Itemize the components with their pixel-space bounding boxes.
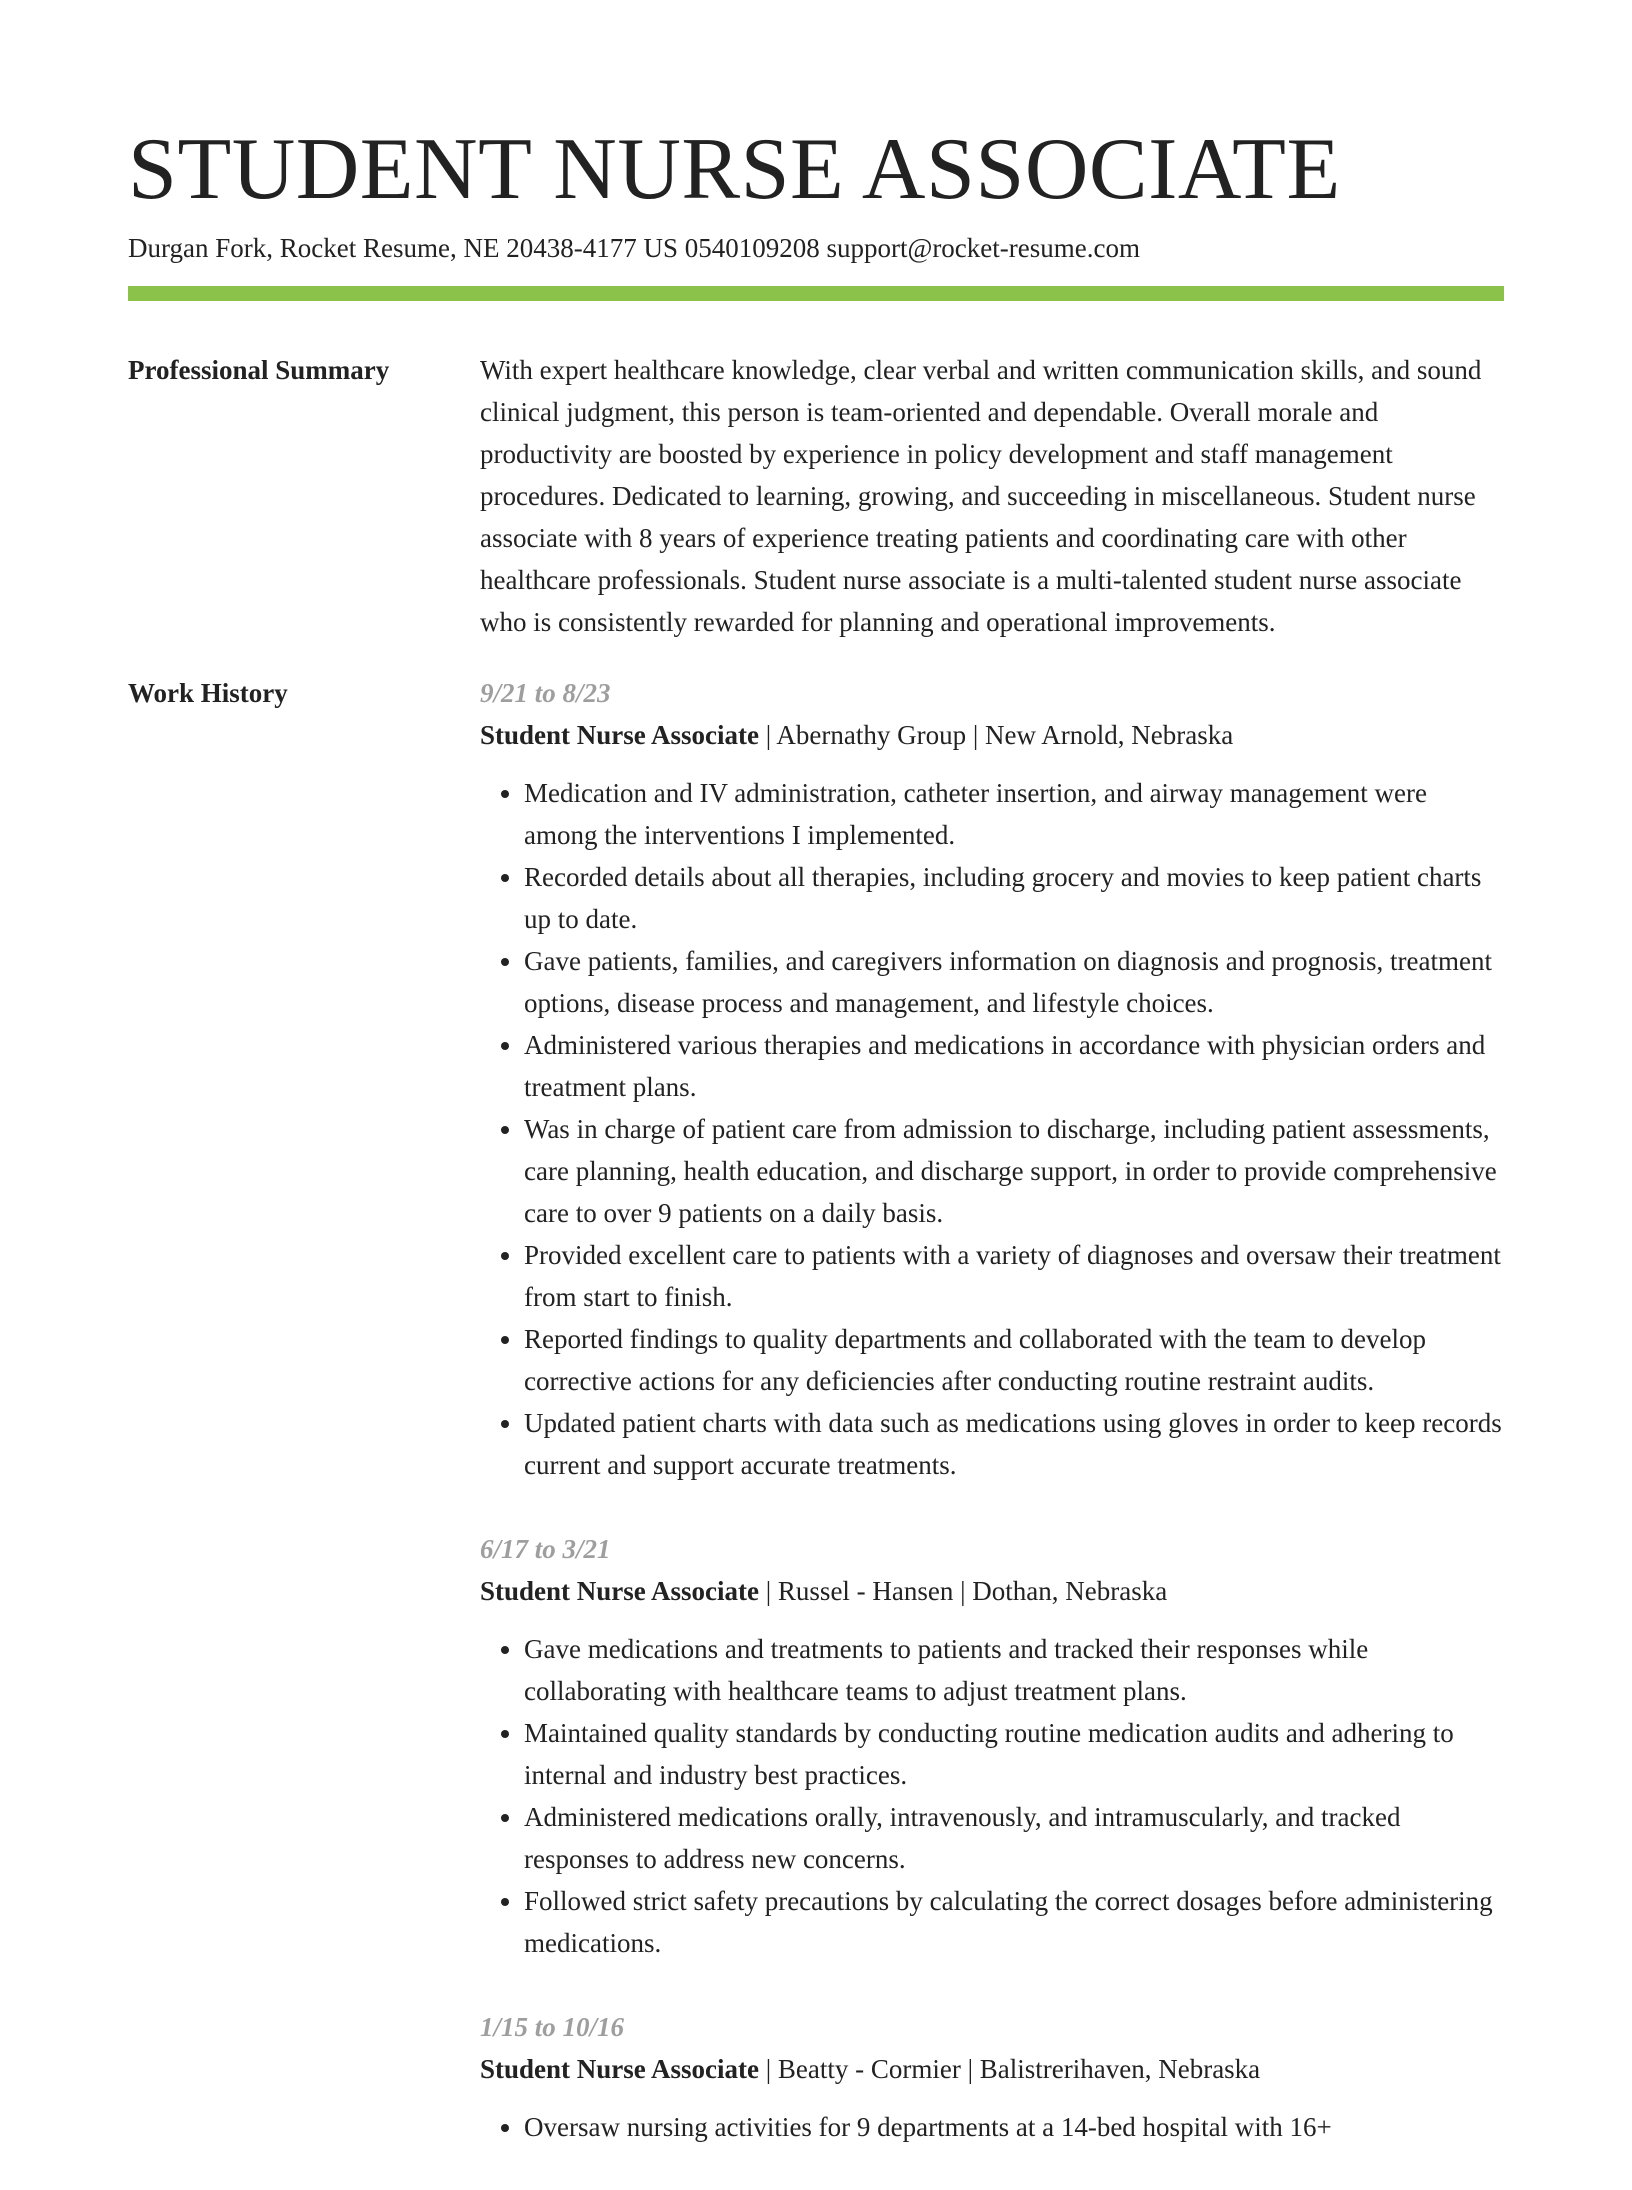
contact-line: Durgan Fork, Rocket Resume, NE 20438-4177 US 0540109208 support@rocket-resume.com	[128, 233, 1140, 263]
job-bullet: • Administered various therapies and medications in accordance with physician orders and treatment plans.	[524, 1024, 1504, 1108]
job-bullet: • Recorded details about all therapies, including grocery and movies to keep patient charts up to date.	[524, 856, 1504, 940]
job-employer-location: | Abernathy Group | New Arnold, Nebraska	[759, 720, 1234, 750]
job-title: Student Nurse Associate	[480, 2054, 760, 2084]
job-bullet: • Gave patients, families, and caregivers information on diagnosis and prognosis, treatment options, disease process and management, and lifestyle choices.	[524, 940, 1504, 1024]
summary-text: With expert healthcare knowledge, clear verbal and written communication skills, and sound clinical judgment, this person is team-oriented and dependable. Overall morale and productivity are boosted by experience in policy development and staff management procedures. Dedicated to learning, growing, and succeeding in miscellaneous. Student nurse associate with 8 years of experience treating patients and coordinating care with other healthcare professionals. Student nurse associate is a multi-talented student nurse associate who is consistently rewarded for planning and operational improvements.	[480, 355, 1482, 637]
job-dates: 1/15 to 10/16	[480, 2012, 625, 2042]
job-bullet: • Followed strict safety precautions by calculating the correct dosages before administering medications.	[524, 1880, 1504, 1964]
job-bullet: • Updated patient charts with data such as medications using gloves in order to keep records current and support accurate treatments.	[524, 1402, 1504, 1486]
job-bullet: • Maintained quality standards by conducting routine medication audits and adhering to internal and industry best practices.	[524, 1712, 1504, 1796]
job-title: Student Nurse Associate	[480, 720, 760, 750]
job-heading	[480, 1570, 1504, 1612]
job-heading	[480, 2048, 1504, 2090]
job-employer-location: | Beatty - Cormier | Balistrerihaven, Nebraska	[759, 2054, 1261, 2084]
job-employer-location: | Russel - Hansen | Dothan, Nebraska	[759, 1576, 1168, 1606]
job-bullet: • Was in charge of patient care from admission to discharge, including patient assessments, care planning, health education, and discharge support, in order to provide comprehensive care to over 9 patients on a daily basis.	[524, 1108, 1504, 1234]
job-entry	[480, 2006, 1504, 2148]
work-history-body	[480, 672, 1504, 2190]
work-history-heading: Work History	[128, 678, 288, 708]
job-bullet: • Provided excellent care to patients with a variety of diagnoses and oversaw their treatment from start to finish.	[524, 1234, 1504, 1318]
summary-heading: Professional Summary	[128, 355, 390, 385]
job-title: Student Nurse Associate	[480, 1576, 760, 1606]
job-bullet: • Medication and IV administration, catheter insertion, and airway management were among the interventions I implemented.	[524, 772, 1504, 856]
job-bullet-list	[480, 1628, 1504, 1964]
job-bullet: • Gave medications and treatments to patients and tracked their responses while collaborating with healthcare teams to adjust treatment plans.	[524, 1628, 1504, 1712]
summary-body	[480, 349, 1504, 643]
job-bullet-list	[480, 2106, 1504, 2148]
job-entry	[480, 1528, 1504, 1964]
resume-title: STUDENT NURSE ASSOCIATE	[128, 121, 1341, 218]
job-bullet-list	[480, 772, 1504, 1486]
job-entry	[480, 672, 1504, 1486]
job-dates: 6/17 to 3/21	[480, 1534, 611, 1564]
header-divider	[128, 286, 1504, 301]
job-heading	[480, 714, 1504, 756]
job-dates: 9/21 to 8/23	[480, 678, 611, 708]
job-bullet: • Administered medications orally, intravenously, and intramuscularly, and tracked responses to address new concerns.	[524, 1796, 1504, 1880]
job-bullet: • Reported findings to quality departments and collaborated with the team to develop corrective actions for any deficiencies after conducting routine restraint audits.	[524, 1318, 1504, 1402]
job-bullet: • Oversaw nursing activities for 9 departments at a 14-bed hospital with 16+	[524, 2106, 1504, 2148]
